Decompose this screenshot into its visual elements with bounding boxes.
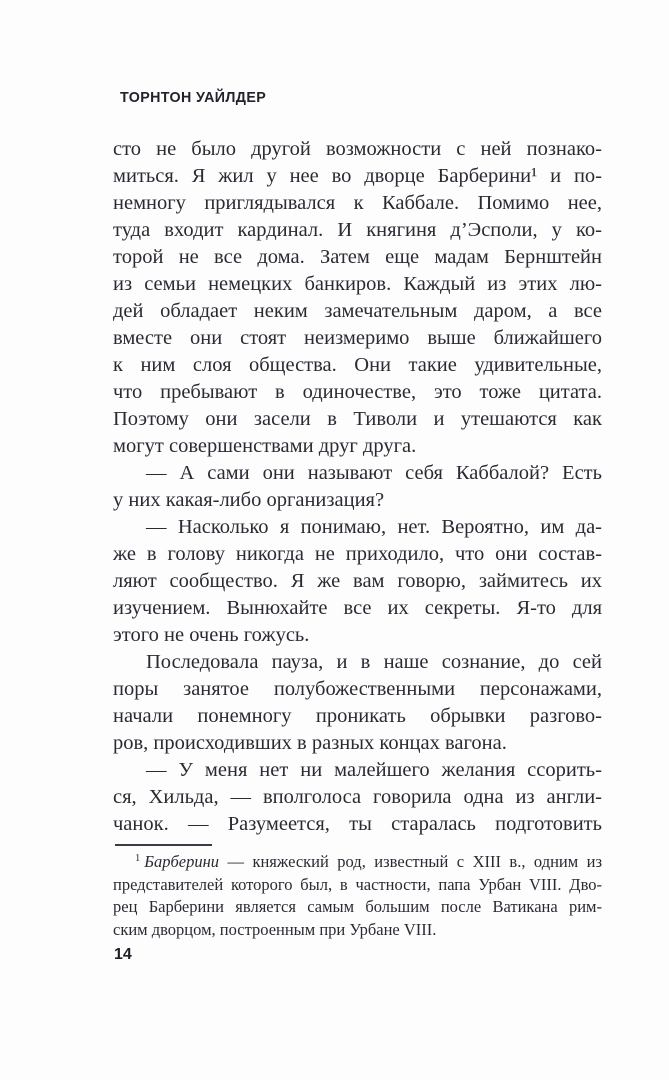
- footnote: [113, 851, 602, 941]
- text-line: же в голову никогда не приходило, что они состав-: [113, 543, 602, 565]
- footnote-term: Барберини: [144, 852, 220, 871]
- footnote-marker: 1: [135, 853, 141, 864]
- footnote-line: [113, 851, 602, 874]
- footnote-line: рец Барберини является самым большим после Ватикана рим-: [113, 897, 602, 916]
- text-line: у них какая-либо организация?: [113, 489, 385, 511]
- text-line: поры занятое полубожественными персонажами,: [113, 678, 602, 700]
- text-line: ляют сообщество. Я же вам говорю, займитесь их: [113, 570, 602, 592]
- text-line: туда входит кардинал. И княгиня д’Эсполи, у ко-: [113, 219, 602, 241]
- body-text: [113, 136, 602, 838]
- text-line: к ним слоя общества. Они такие удивительные,: [113, 354, 602, 376]
- footnote-divider: [115, 844, 212, 846]
- text-line: вместе они стоят неизмеримо выше ближайшего: [113, 327, 602, 349]
- text-line: торой не все дома. Затем еще мадам Бернштейн: [113, 246, 602, 268]
- text-line: дей обладает неким замечательным даром, а все: [113, 300, 602, 322]
- text-line: сто не было другой возможности с ней познако-: [113, 138, 602, 160]
- running-header-author: ТОРНТОН УАЙЛДЕР: [120, 89, 267, 106]
- text-line: из семьи немецких банкиров. Каждый из этих лю-: [113, 273, 602, 295]
- text-line: — А сами они называют себя Каббалой? Есть: [146, 462, 602, 484]
- text-line: Поэтому они засели в Тиволи и утешаются как: [113, 408, 602, 430]
- text-line: немногу приглядывался к Каббале. Помимо нее,: [113, 192, 602, 214]
- text-line: миться. Я жил у нее во дворце Барберини¹ и по-: [113, 165, 602, 187]
- footnote-text: — княжеский род, известный с XIII в., одним из: [219, 852, 602, 871]
- text-line: — Насколько я понимаю, нет. Вероятно, им да-: [146, 516, 602, 538]
- text-line: ся, Хильда, — вполголоса говорила одна из англи-: [113, 786, 602, 808]
- text-line: могут совершенствами друг друга.: [113, 435, 417, 457]
- footnote-line: представителей которого был, в частности, папа Урбан VIII. Дво-: [113, 874, 602, 894]
- page-number: 14: [114, 946, 132, 963]
- text-line: Последовала пауза, и в наше сознание, до сей: [146, 651, 602, 673]
- footnote-lines: [113, 874, 602, 942]
- text-line: этого не очень гожусь.: [113, 624, 310, 646]
- text-line: — У меня нет ни малейшего желания ссорить-: [146, 759, 602, 781]
- text-line: чанок. — Разумеется, ты старалась подготовить: [113, 813, 602, 835]
- text-line: начали понемногу проникать обрывки разгово-: [113, 705, 602, 727]
- text-line: что пребывают в одиночестве, это тоже цитата.: [113, 381, 602, 403]
- text-line: ров, происходивших в разных концах вагона.: [113, 732, 507, 754]
- text-line: изучением. Вынюхайте все их секреты. Я-то для: [113, 597, 602, 619]
- footnote-line: ским дворцом, построенным при Урбане VIII.: [113, 919, 437, 939]
